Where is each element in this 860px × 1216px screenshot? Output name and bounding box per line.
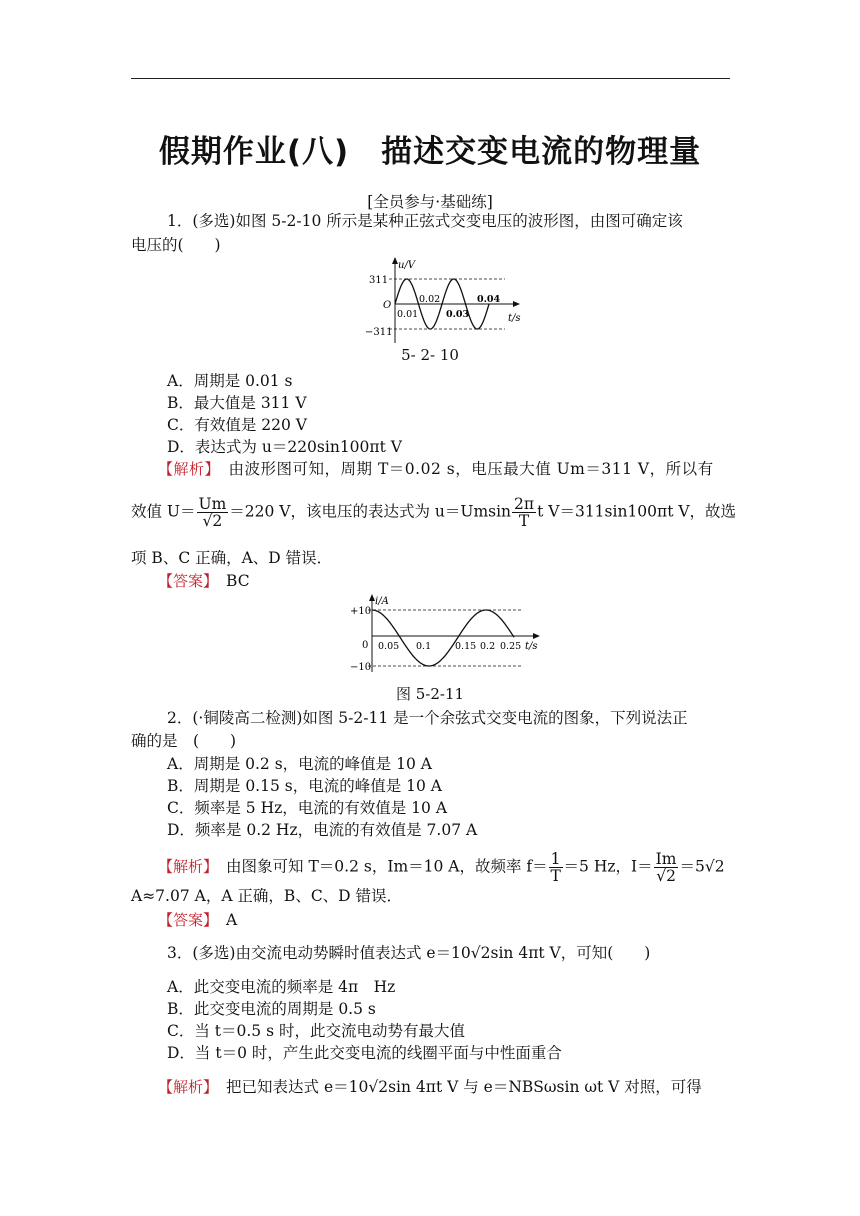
- fig2-origin-label: 0: [362, 640, 369, 651]
- q2-analysis-line-2: A≈7.07 A，A 正确，B、C、D 错误．: [131, 887, 403, 905]
- q1-answer-tag: 【答案】: [158, 572, 211, 590]
- q1-analysis-line-1: 【解析】 由波形图可知，周期 T＝0.02 s，电压最大值 Um＝311 V，所以有: [158, 460, 714, 478]
- fig2-xlabel: t/s: [525, 641, 538, 652]
- q2-option-b: B．周期是 0.15 s，电流的峰值是 10 A: [167, 777, 442, 795]
- q3-option-d: D．当 t＝0 时，产生此交变电流的线圈平面与中性面重合: [167, 1044, 562, 1062]
- q1-answer-line: [158, 571, 250, 591]
- fig2-tick-0.2: 0.2: [480, 641, 496, 652]
- fig1-ylabel: u/V: [398, 260, 416, 271]
- fig1-tick-0.02: 0.02: [419, 294, 441, 305]
- q2-fraction-1-t: $\frac{1}{T}$: [550, 850, 561, 885]
- q2-option-d: D．频率是 0.2 Hz，电流的有效值是 7.07 A: [167, 821, 478, 839]
- q2-option-c: C．频率是 5 Hz，电流的有效值是 10 A: [167, 799, 448, 817]
- q2-stem-line-1: 2．(·铜陵高二检测)如图 5-2-11 是一个余弦式交变电流的图象，下列说法正: [167, 709, 688, 727]
- fig1-x-arrow: [513, 301, 520, 307]
- q1-option-d: D．表达式为 u＝220sin100πt V: [167, 438, 402, 456]
- fig2-x-arrow: [533, 633, 540, 639]
- q1-stem-line-1: 1．(多选)如图 5-2-10 所示是某种正弦式交变电压的波形图，由图可确定该: [167, 212, 683, 230]
- q2-fraction-im-sqrt2: $\frac{Im}{√2}$: [655, 850, 677, 885]
- fig2-ylabel: i/A: [375, 596, 389, 607]
- q2-figure-caption: 图 5-2-11: [395, 685, 465, 703]
- fig1-ymin-label: −311: [365, 327, 393, 338]
- q1-analysis-tag: 【解析】: [158, 460, 213, 478]
- fig1-ymax-label: 311: [369, 275, 389, 286]
- q2-analysis-tag: 【解析】: [158, 857, 211, 876]
- q1-fraction-2pi-t: $\frac{2\pi}{T}$: [514, 495, 535, 530]
- q3-option-a: A．此交变电流的频率是 4π Hz: [167, 978, 396, 996]
- fig1-tick-0.04: 0.04: [477, 294, 501, 305]
- fig1-xlabel: t/s: [508, 313, 521, 324]
- fig2-ymin-label: −10: [350, 662, 372, 673]
- section-heading: [全员参与·基础练]: [367, 193, 493, 211]
- figure-5-2-10-voltage-waveform: [365, 255, 525, 345]
- q3-option-b: B．此交变电流的周期是 0.5 s: [167, 1000, 376, 1018]
- q1-option-b: B．最大值是 311 V: [167, 394, 307, 412]
- q2-option-a: A．周期是 0.2 s，电流的峰值是 10 A: [167, 755, 432, 773]
- page-title: 假期作业(八) 描述交变电流的物理量: [158, 134, 702, 170]
- fig1-tick-0.03: 0.03: [446, 309, 470, 320]
- q3-option-c: C．当 t＝0.5 s 时，此交流电动势有最大值: [167, 1022, 465, 1040]
- q1-option-c: C．有效值是 220 V: [167, 416, 307, 434]
- q1-option-a: A．周期是 0.01 s: [167, 372, 293, 390]
- q3-analysis-tag: 【解析】: [158, 1078, 211, 1096]
- q1-stem-line-2: 电压的( ): [131, 236, 221, 254]
- fig1-tick-0.01: 0.01: [397, 309, 419, 320]
- q1-fraction-um-sqrt2: $\frac{Um}{√2}$: [198, 495, 227, 530]
- q1-analysis-line-2: 效值 U＝ $\frac{Um}{√2}$ ＝220 V，该电压的表达式为 u＝Umsin $\frac{2\pi}{T}$ t V＝311sin100πt V，故选: [131, 495, 737, 530]
- q1-answer: BC: [226, 572, 250, 590]
- header-rule: [131, 78, 730, 79]
- q2-answer: A: [226, 911, 238, 929]
- fig2-cosine-curve: [372, 610, 514, 666]
- q2-analysis-line-1: 【解析】 由图象可知 T＝0.2 s，Im＝10 A，故频率 f＝ $\frac{1}{T}$ ＝5 Hz，I＝ $\frac{Im}{√2}$ ＝5√2: [158, 850, 725, 885]
- fig2-tick-0.05: 0.05: [378, 641, 400, 652]
- fig2-tick-0.25: 0.25: [500, 641, 522, 652]
- fig1-origin-label: O: [383, 300, 392, 311]
- q2-stem-line-2: 确的是 ( ): [131, 732, 237, 750]
- q1-analysis-line-3: 项 B、C 正确，A、D 错误．: [131, 549, 333, 567]
- q3-stem: 3．(多选)由交流电动势瞬时值表达式 e＝10√2sin 4πt V，可知( ): [167, 944, 651, 962]
- q2-answer-tag: 【答案】: [158, 911, 211, 929]
- q1-figure-caption: 5- 2- 10: [401, 346, 459, 364]
- q3-analysis-line-1: 【解析】 把已知表达式 e＝10√2sin 4πt V 与 e＝NBSωsin ωt V 对照，可得: [158, 1078, 702, 1096]
- fig2-tick-0.15: 0.15: [455, 641, 477, 652]
- figure-5-2-11-current-waveform: [342, 592, 542, 674]
- fig2-tick-0.1: 0.1: [416, 641, 432, 652]
- fig2-ymax-label: +10: [350, 606, 372, 617]
- q2-answer-line: [158, 910, 237, 930]
